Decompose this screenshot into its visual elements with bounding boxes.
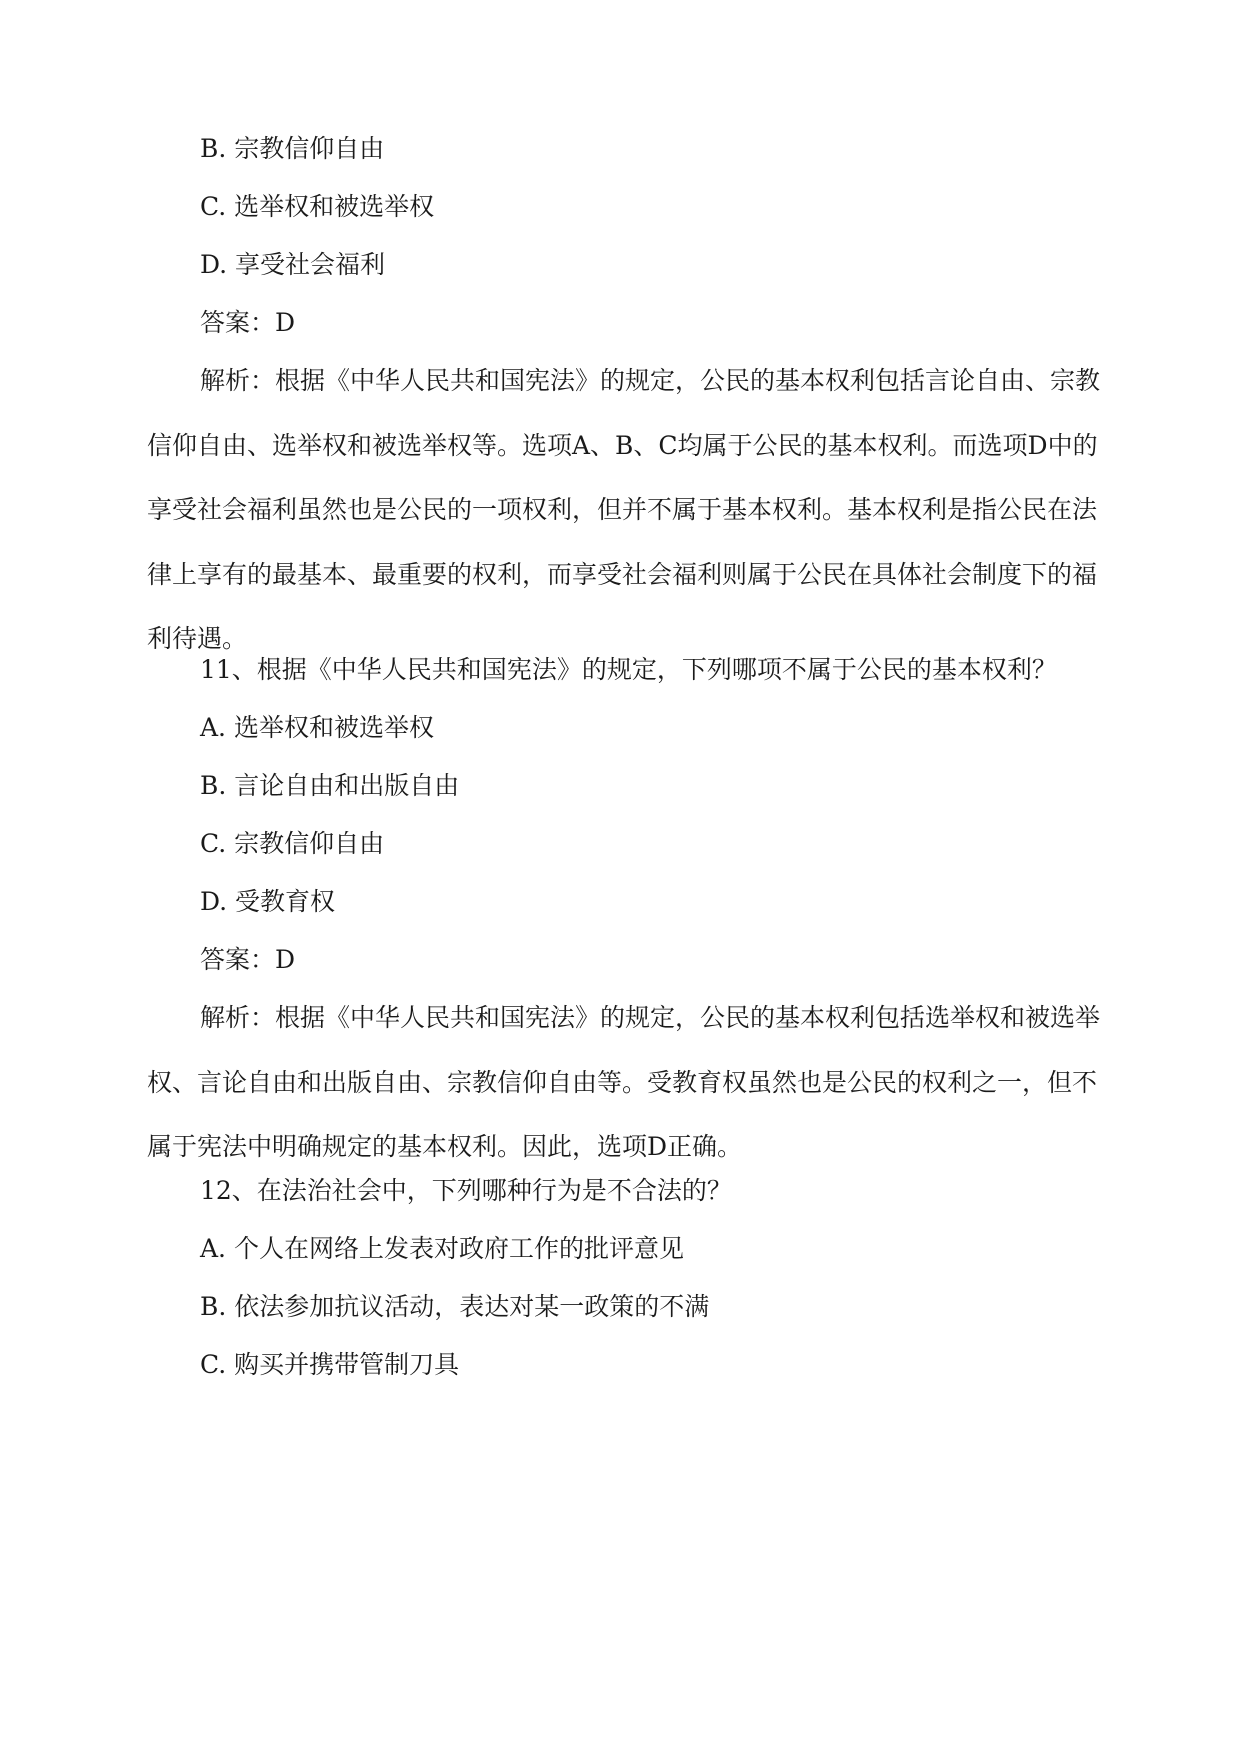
analysis-line: 信仰自由、选举权和被选举权等。选项A、B、C均属于公民的基本权利。而选项D中的	[147, 430, 1098, 460]
analysis-line: 律上享有的最基本、最重要的权利，而享受社会福利则属于公民在具体社会制度下的福	[147, 559, 1098, 589]
q12-option-c: C. 购买并携带管制刀具	[200, 1350, 460, 1379]
q12-option-a: A. 个人在网络上发表对政府工作的批评意见	[200, 1234, 684, 1263]
q11-option-a: A. 选举权和被选举权	[200, 713, 434, 742]
q12-option-b: B. 依法参加抗议活动，表达对某一政策的不满	[200, 1292, 710, 1321]
analysis-line: 解析：根据《中华人民共和国宪法》的规定，公民的基本权利包括言论自由、宗教	[200, 366, 1101, 395]
question-12: 12、在法治社会中，下列哪种行为是不合法的？	[200, 1176, 732, 1205]
analysis-line: 权、言论自由和出版自由、宗教信仰自由等。受教育权虽然也是公民的权利之一，但不	[147, 1067, 1098, 1097]
analysis-line: 解析：根据《中华人民共和国宪法》的规定，公民的基本权利包括选举权和被选举	[200, 1003, 1101, 1032]
q11-analysis-paragraph	[147, 1003, 1101, 1197]
analysis-line: 利待遇。	[147, 624, 248, 653]
q11-answer: 答案：D	[200, 945, 296, 974]
q11-option-d: D. 受教育权	[200, 887, 336, 916]
analysis-line: 享受社会福利虽然也是公民的一项权利，但并不属于基本权利。基本权利是指公民在法	[147, 495, 1098, 524]
option-c: C. 选举权和被选举权	[200, 192, 435, 221]
option-d: D. 享受社会福利	[200, 250, 386, 279]
q11-option-c: C. 宗教信仰自由	[200, 829, 385, 858]
answer: 答案：D	[200, 308, 296, 337]
analysis-paragraph	[147, 366, 1101, 689]
q11-option-b: B. 言论自由和出版自由	[200, 771, 460, 800]
analysis-line: 属于宪法中明确规定的基本权利。因此，选项D正确。	[147, 1132, 743, 1161]
question-11: 11、根据《中华人民共和国宪法》的规定，下列哪项不属于公民的基本权利？	[200, 655, 1057, 684]
option-b: B. 宗教信仰自由	[200, 134, 385, 163]
